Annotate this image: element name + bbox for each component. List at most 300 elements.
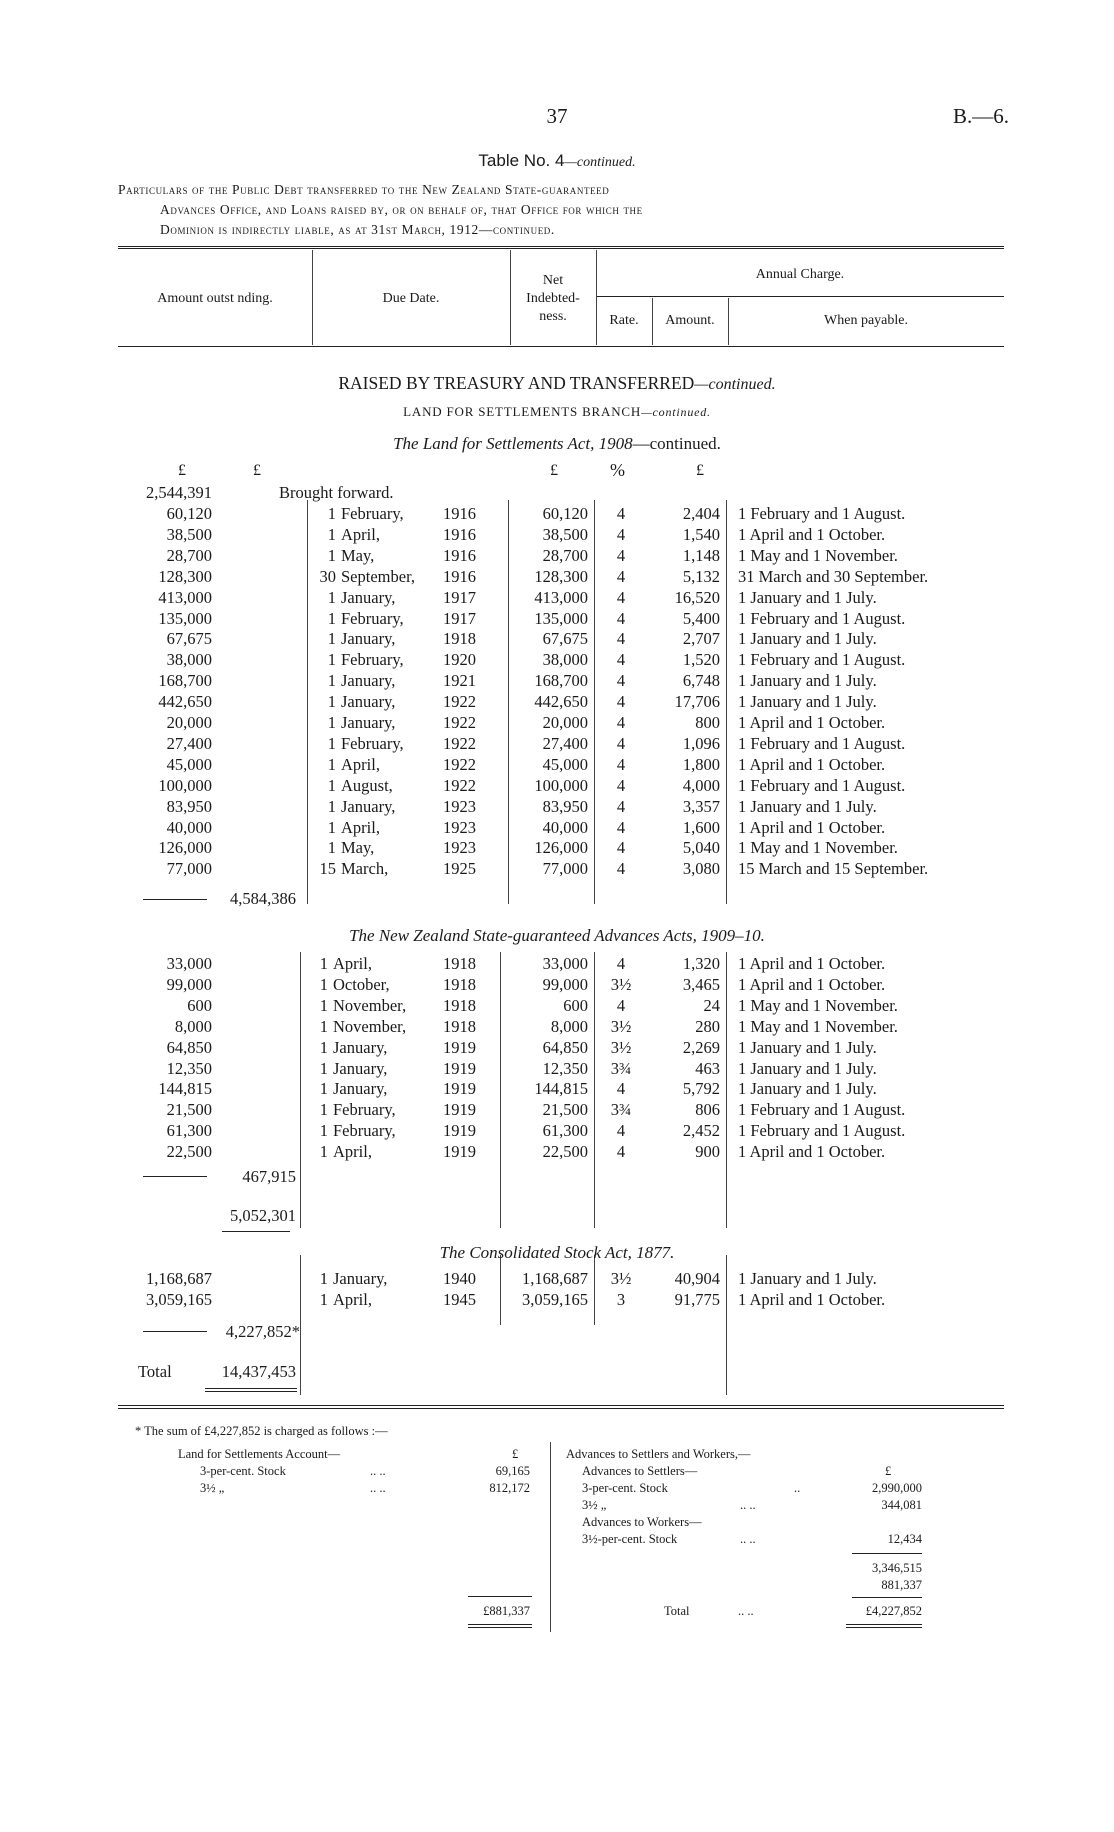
group1-row-0-payable: 1 February and 1 August. bbox=[738, 504, 906, 523]
group1-row-13-amount: 100,000 bbox=[158, 775, 212, 795]
group1-row-15-net: 40,000 bbox=[542, 817, 588, 837]
group1-row-1-rate: 4 bbox=[616, 524, 626, 544]
group2-row-8-net: 61,300 bbox=[542, 1121, 588, 1141]
group1-row-4-month: January, bbox=[341, 587, 396, 607]
group1-row-3-day: 30 bbox=[319, 566, 336, 586]
group1-row-9-year: 1922 bbox=[443, 692, 476, 712]
footnote-right-row3-dots: .. .. bbox=[740, 1532, 756, 1546]
group1-row-3-month: September, bbox=[341, 566, 416, 586]
footnote-left-row1-value: 69,165 bbox=[495, 1464, 530, 1478]
unit-percent: % bbox=[610, 460, 625, 480]
group1-row-6-amount: 67,675 bbox=[166, 629, 212, 649]
group1-row-0-charge: 2,404 bbox=[682, 504, 720, 523]
group1-row-12-charge: 1,800 bbox=[682, 754, 720, 774]
group1-row-16-year: 1923 bbox=[443, 838, 476, 858]
group2-row-5-year: 1919 bbox=[443, 1058, 476, 1078]
group2-row-6-net: 144,815 bbox=[534, 1079, 588, 1099]
footnote-right-row1-value: 2,990,000 bbox=[872, 1481, 922, 1495]
group1-row-3-year: 1916 bbox=[443, 566, 476, 586]
group3-row-0-month: January, bbox=[333, 1269, 388, 1288]
unit-pound-charge: £ bbox=[696, 462, 704, 479]
footnote-right-row3-value: 12,434 bbox=[887, 1532, 922, 1546]
group1-row-14-year: 1923 bbox=[443, 796, 476, 816]
group1-row-11-month: February, bbox=[341, 733, 404, 753]
group1-row-1-day: 1 bbox=[327, 524, 336, 544]
group1-row-3-rate: 4 bbox=[616, 566, 626, 586]
group3-row-0-payable: 1 January and 1 July. bbox=[738, 1269, 877, 1288]
group2-row-4-rate: 3½ bbox=[610, 1037, 632, 1057]
group2-row-7-day: 1 bbox=[319, 1100, 328, 1120]
heading-line-1: Particulars of the Public Debt transferred to the New Zealand State-guaranteed bbox=[118, 182, 610, 197]
group2-row-3-rate: 3½ bbox=[610, 1016, 632, 1036]
group1-row-5-net: 135,000 bbox=[534, 608, 588, 628]
group1-row-15-charge: 1,600 bbox=[682, 817, 720, 837]
group1-row-15-rate: 4 bbox=[616, 817, 626, 837]
footnote-right-row2-dots: .. .. bbox=[740, 1498, 756, 1512]
group2-row-1-day: 1 bbox=[319, 974, 328, 994]
group2-row-3-day: 1 bbox=[319, 1016, 328, 1036]
group2-row-8-amount: 61,300 bbox=[166, 1121, 212, 1141]
heading-line-3: Dominion is indirectly liable, as at 31st March, 1912—continued. bbox=[160, 222, 555, 237]
group1-row-13-net: 100,000 bbox=[534, 775, 588, 795]
group1-row-13-year: 1922 bbox=[443, 775, 476, 795]
group1-row-10-month: January, bbox=[341, 713, 396, 732]
group2-row-6-day: 1 bbox=[319, 1079, 328, 1099]
footnote-left-row2-value: 812,172 bbox=[489, 1481, 530, 1495]
group2-row-9-day: 1 bbox=[319, 1142, 328, 1162]
group1-row-1-month: April, bbox=[341, 524, 380, 544]
group3-row-0-net: 1,168,687 bbox=[522, 1269, 588, 1288]
group1-row-12-amount: 45,000 bbox=[166, 754, 212, 774]
group1-row-13-charge: 4,000 bbox=[682, 775, 720, 795]
group2-row-8-charge: 2,452 bbox=[682, 1121, 720, 1141]
group1-row-17-year: 1925 bbox=[443, 859, 476, 879]
group3-row-0-amount: 1,168,687 bbox=[146, 1269, 212, 1288]
footnote-right-row1-dots: .. bbox=[794, 1481, 801, 1495]
group1-row-4-charge: 16,520 bbox=[674, 587, 720, 607]
group1-row-10-amount: 20,000 bbox=[166, 713, 212, 732]
group1-row-3-amount: 128,300 bbox=[158, 566, 212, 586]
group2-row-8-day: 1 bbox=[319, 1121, 328, 1141]
group2-row-3-net: 8,000 bbox=[550, 1016, 588, 1036]
group2-row-2-charge: 24 bbox=[703, 995, 720, 1015]
group1-row-13-payable: 1 February and 1 August. bbox=[738, 775, 906, 795]
footnote-right-title: Advances to Settlers and Workers,— bbox=[566, 1447, 751, 1461]
column-header-net: Net bbox=[542, 273, 564, 288]
group1-row-15-amount: 40,000 bbox=[166, 817, 212, 837]
group1-row-15-year: 1923 bbox=[443, 817, 476, 837]
group1-row-1-net: 38,500 bbox=[542, 524, 588, 544]
group1-row-14-charge: 3,357 bbox=[682, 796, 720, 816]
group1-row-5-year: 1917 bbox=[443, 608, 476, 628]
group2-row-7-net: 21,500 bbox=[542, 1100, 588, 1120]
page-number: 37 bbox=[546, 104, 568, 128]
group1-row-8-rate: 4 bbox=[616, 671, 626, 691]
group1-row-7-amount: 38,000 bbox=[166, 650, 212, 670]
column-header-when-payable: When payable. bbox=[824, 313, 908, 328]
group1-title: The Land for Settlements Act, 1908—continued. bbox=[393, 434, 721, 453]
group1-row-17-day: 15 bbox=[319, 859, 336, 879]
group1-row-6-month: January, bbox=[341, 629, 396, 649]
group1-row-8-charge: 6,748 bbox=[682, 671, 720, 691]
group2-row-3-amount: 8,000 bbox=[174, 1016, 212, 1036]
running-total: 5,052,301 bbox=[230, 1206, 296, 1225]
group2-row-3-year: 1918 bbox=[443, 1016, 476, 1036]
group2-row-4-charge: 2,269 bbox=[682, 1037, 720, 1057]
group1-row-8-year: 1921 bbox=[443, 671, 476, 691]
group1-row-11-rate: 4 bbox=[616, 733, 626, 753]
group1-row-14-amount: 83,950 bbox=[166, 796, 212, 816]
group2-row-1-amount: 99,000 bbox=[166, 974, 212, 994]
group1-row-7-year: 1920 bbox=[443, 650, 476, 670]
group1-row-9-day: 1 bbox=[327, 692, 336, 712]
group1-row-0-amount: 60,120 bbox=[166, 504, 212, 523]
group1-row-8-amount: 168,700 bbox=[158, 671, 212, 691]
group1-row-14-payable: 1 January and 1 July. bbox=[738, 796, 877, 816]
group2-row-3-charge: 280 bbox=[695, 1016, 720, 1036]
group1-row-13-month: August, bbox=[341, 775, 393, 795]
group2-row-9-amount: 22,500 bbox=[166, 1142, 212, 1162]
group3-row-1-net: 3,059,165 bbox=[522, 1289, 588, 1309]
group1-row-11-amount: 27,400 bbox=[166, 733, 212, 753]
group3-row-0-year: 1940 bbox=[443, 1269, 476, 1288]
group1-row-4-year: 1917 bbox=[443, 587, 476, 607]
group2-row-5-net: 12,350 bbox=[542, 1058, 588, 1078]
group3-row-0-rate: 3½ bbox=[610, 1269, 632, 1288]
group2-row-4-amount: 64,850 bbox=[166, 1037, 212, 1057]
group1-row-7-net: 38,000 bbox=[542, 650, 588, 670]
group1-row-10-rate: 4 bbox=[616, 713, 626, 732]
group1-row-9-month: January, bbox=[341, 692, 396, 712]
group2-row-4-month: January, bbox=[333, 1037, 388, 1057]
group1-row-11-charge: 1,096 bbox=[682, 733, 720, 753]
column-header-annual-charge: Annual Charge. bbox=[755, 267, 845, 282]
group1-row-0-month: February, bbox=[341, 504, 404, 523]
group1-row-14-net: 83,950 bbox=[542, 796, 588, 816]
group1-row-8-month: January, bbox=[341, 671, 396, 691]
group2-row-7-charge: 806 bbox=[695, 1100, 720, 1120]
group1-row-17-rate: 4 bbox=[616, 859, 626, 879]
group2-row-5-charge: 463 bbox=[695, 1058, 720, 1078]
group2-row-6-rate: 4 bbox=[616, 1079, 626, 1099]
column-header-net-3: ness. bbox=[539, 309, 567, 324]
group2-row-9-rate: 4 bbox=[616, 1142, 626, 1162]
group1-row-7-day: 1 bbox=[327, 650, 336, 670]
group1-row-12-day: 1 bbox=[327, 754, 336, 774]
group1-row-0-year: 1916 bbox=[443, 504, 476, 523]
group1-row-3-charge: 5,132 bbox=[682, 566, 720, 586]
group3-row-1-year: 1945 bbox=[443, 1289, 476, 1309]
group1-row-2-amount: 28,700 bbox=[166, 545, 212, 565]
group3-row-1-payable: 1 April and 1 October. bbox=[738, 1289, 886, 1309]
group2-subtotal: 467,915 bbox=[242, 1167, 296, 1186]
group2-row-9-payable: 1 April and 1 October. bbox=[738, 1142, 886, 1162]
unit-pound-amount: £ bbox=[178, 462, 186, 479]
group1-row-9-rate: 4 bbox=[616, 692, 626, 712]
group1-row-6-day: 1 bbox=[327, 629, 336, 649]
group2-row-6-charge: 5,792 bbox=[682, 1079, 720, 1099]
group1-row-17-month: March, bbox=[341, 859, 389, 879]
section-subtitle: LAND FOR SETTLEMENTS BRANCH—continued. bbox=[403, 404, 711, 419]
group1-row-16-month: May, bbox=[341, 838, 375, 858]
group1-row-3-net: 128,300 bbox=[534, 566, 588, 586]
group2-row-0-year: 1918 bbox=[443, 954, 476, 973]
group2-row-1-month: October, bbox=[333, 974, 390, 994]
group1-row-10-net: 20,000 bbox=[542, 713, 588, 732]
group1-row-13-day: 1 bbox=[327, 775, 336, 795]
group2-row-0-charge: 1,320 bbox=[682, 954, 720, 973]
group1-row-2-net: 28,700 bbox=[542, 545, 588, 565]
group2-row-3-payable: 1 May and 1 November. bbox=[738, 1016, 898, 1036]
group2-row-0-payable: 1 April and 1 October. bbox=[738, 954, 886, 973]
group1-row-4-rate: 4 bbox=[616, 587, 626, 607]
group2-row-5-day: 1 bbox=[319, 1058, 328, 1078]
footnote-right-unit: £ bbox=[885, 1464, 892, 1478]
group2-row-1-net: 99,000 bbox=[542, 974, 588, 994]
group2-row-2-rate: 4 bbox=[616, 995, 626, 1015]
group2-row-2-year: 1918 bbox=[443, 995, 476, 1015]
group1-row-17-charge: 3,080 bbox=[682, 859, 720, 879]
group2-row-5-month: January, bbox=[333, 1058, 388, 1078]
group1-row-10-day: 1 bbox=[327, 713, 336, 732]
group1-row-9-amount: 442,650 bbox=[158, 692, 212, 712]
footnote-left-title: Land for Settlements Account— bbox=[178, 1447, 341, 1461]
group2-row-0-rate: 4 bbox=[616, 954, 626, 973]
group1-row-4-amount: 413,000 bbox=[158, 587, 212, 607]
footnote-intro: * The sum of £4,227,852 is charged as follows :— bbox=[135, 1424, 388, 1438]
document-reference: B.—6. bbox=[952, 104, 1009, 128]
group2-row-7-month: February, bbox=[333, 1100, 396, 1120]
group1-row-0-rate: 4 bbox=[616, 504, 626, 523]
group2-row-2-day: 1 bbox=[319, 995, 328, 1015]
group2-row-9-month: April, bbox=[333, 1142, 372, 1162]
group3-row-1-rate: 3 bbox=[616, 1289, 626, 1309]
group3-title: The Consolidated Stock Act, 1877. bbox=[439, 1243, 675, 1262]
group1-row-10-payable: 1 April and 1 October. bbox=[738, 713, 886, 732]
group1-row-6-net: 67,675 bbox=[542, 629, 588, 649]
group1-row-5-amount: 135,000 bbox=[158, 608, 212, 628]
footnote-right-total-value: £4,227,852 bbox=[865, 1604, 922, 1618]
group2-row-5-rate: 3¾ bbox=[610, 1058, 632, 1078]
group2-row-6-amount: 144,815 bbox=[158, 1079, 212, 1099]
group2-row-9-charge: 900 bbox=[695, 1142, 720, 1162]
footnote-left-row1-label: 3-per-cent. Stock bbox=[200, 1464, 286, 1478]
group2-row-9-net: 22,500 bbox=[542, 1142, 588, 1162]
group2-row-7-year: 1919 bbox=[443, 1100, 476, 1120]
grand-total-label: Total bbox=[138, 1362, 172, 1381]
heading-line-2: Advances Office, and Loans raised by, or on behalf of, that Office for which the bbox=[160, 202, 643, 217]
group2-row-3-month: November, bbox=[333, 1016, 407, 1036]
group1-row-9-charge: 17,706 bbox=[674, 692, 720, 712]
group1-row-5-month: February, bbox=[341, 608, 404, 628]
group1-row-12-rate: 4 bbox=[616, 754, 626, 774]
footnote-right-sum1: 3,346,515 bbox=[872, 1561, 922, 1575]
section-title: RAISED BY TREASURY AND TRANSFERRED—continued. bbox=[338, 373, 776, 393]
group2-row-5-amount: 12,350 bbox=[166, 1058, 212, 1078]
group1-row-11-net: 27,400 bbox=[542, 733, 588, 753]
group2-row-1-charge: 3,465 bbox=[682, 974, 720, 994]
group1-row-12-payable: 1 April and 1 October. bbox=[738, 754, 886, 774]
group1-row-9-net: 442,650 bbox=[534, 692, 588, 712]
group2-row-4-payable: 1 January and 1 July. bbox=[738, 1037, 877, 1057]
group3-subtotal: 4,227,852* bbox=[225, 1322, 300, 1341]
group2-row-4-net: 64,850 bbox=[542, 1037, 588, 1057]
group1-row-2-year: 1916 bbox=[443, 545, 476, 565]
footnote-right-total-label: Total bbox=[664, 1604, 690, 1618]
unit-pound-net: £ bbox=[550, 462, 558, 479]
group1-row-12-net: 45,000 bbox=[542, 754, 588, 774]
group2-row-9-year: 1919 bbox=[443, 1142, 476, 1162]
group1-row-10-charge: 800 bbox=[695, 713, 720, 732]
group2-row-1-payable: 1 April and 1 October. bbox=[738, 974, 886, 994]
group1-row-9-payable: 1 January and 1 July. bbox=[738, 692, 877, 712]
group1-row-2-day: 1 bbox=[327, 545, 336, 565]
footnote-left-row2-dots: .. .. bbox=[370, 1481, 386, 1495]
group2-row-0-amount: 33,000 bbox=[166, 954, 212, 973]
group2-row-1-year: 1918 bbox=[443, 974, 476, 994]
column-header-due-date: Due Date. bbox=[382, 291, 440, 306]
footnote-right-total-dots: .. .. bbox=[738, 1604, 754, 1618]
footnote-left-total: £881,337 bbox=[483, 1604, 530, 1618]
footnote-right-sub1: Advances to Settlers— bbox=[582, 1464, 698, 1478]
group1-row-1-charge: 1,540 bbox=[682, 524, 720, 544]
group1-row-2-payable: 1 May and 1 November. bbox=[738, 545, 898, 565]
group2-row-6-payable: 1 January and 1 July. bbox=[738, 1079, 877, 1099]
column-header-amount: Amount outst nding. bbox=[157, 291, 273, 306]
group2-row-2-net: 600 bbox=[563, 995, 588, 1015]
group1-row-6-payable: 1 January and 1 July. bbox=[738, 629, 877, 649]
group1-row-7-rate: 4 bbox=[616, 650, 626, 670]
group1-row-17-amount: 77,000 bbox=[166, 859, 212, 879]
group1-row-11-payable: 1 February and 1 August. bbox=[738, 733, 906, 753]
column-header-rate: Rate. bbox=[609, 313, 639, 328]
group1-row-5-rate: 4 bbox=[616, 608, 626, 628]
group2-row-2-month: November, bbox=[333, 995, 407, 1015]
group1-row-8-payable: 1 January and 1 July. bbox=[738, 671, 877, 691]
group1-row-6-charge: 2,707 bbox=[682, 629, 720, 649]
group1-row-17-payable: 15 March and 15 September. bbox=[738, 859, 929, 879]
group1-row-0-net: 60,120 bbox=[542, 504, 588, 523]
group2-row-0-day: 1 bbox=[319, 954, 328, 973]
group2-row-4-day: 1 bbox=[319, 1037, 328, 1057]
group1-row-5-payable: 1 February and 1 August. bbox=[738, 608, 906, 628]
group1-row-4-payable: 1 January and 1 July. bbox=[738, 587, 877, 607]
group1-row-16-day: 1 bbox=[327, 838, 336, 858]
group1-row-8-day: 1 bbox=[327, 671, 336, 691]
group1-row-1-payable: 1 April and 1 October. bbox=[738, 524, 886, 544]
footnote-right-row2-label: 3½ „ bbox=[582, 1498, 607, 1512]
group2-row-8-payable: 1 February and 1 August. bbox=[738, 1121, 906, 1141]
group1-row-12-year: 1922 bbox=[443, 754, 476, 774]
group1-row-16-amount: 126,000 bbox=[158, 838, 212, 858]
group2-row-7-amount: 21,500 bbox=[166, 1100, 212, 1120]
group1-row-12-month: April, bbox=[341, 754, 380, 774]
group2-row-7-payable: 1 February and 1 August. bbox=[738, 1100, 906, 1120]
group1-row-0-day: 1 bbox=[327, 504, 336, 523]
group1-row-4-net: 413,000 bbox=[534, 587, 588, 607]
footnote-left-row2-label: 3½ „ bbox=[200, 1481, 225, 1495]
group2-row-2-payable: 1 May and 1 November. bbox=[738, 995, 898, 1015]
brought-forward-amount: 2,544,391 bbox=[146, 483, 212, 502]
footnote-right-sub2: Advances to Workers— bbox=[582, 1515, 702, 1529]
group2-row-5-payable: 1 January and 1 July. bbox=[738, 1058, 877, 1078]
group1-row-7-month: February, bbox=[341, 650, 404, 670]
group1-row-5-day: 1 bbox=[327, 608, 336, 628]
group2-row-2-amount: 600 bbox=[187, 995, 212, 1015]
group1-row-11-year: 1922 bbox=[443, 733, 476, 753]
group1-row-3-payable: 31 March and 30 September. bbox=[738, 566, 929, 586]
group1-row-16-charge: 5,040 bbox=[682, 838, 720, 858]
group1-row-14-rate: 4 bbox=[616, 796, 626, 816]
group3-row-0-day: 1 bbox=[319, 1269, 328, 1288]
group2-row-8-year: 1919 bbox=[443, 1121, 476, 1141]
group2-row-6-month: January, bbox=[333, 1079, 388, 1099]
grand-total-value: 14,437,453 bbox=[221, 1362, 296, 1381]
group2-row-7-rate: 3¾ bbox=[610, 1100, 632, 1120]
group1-row-10-year: 1922 bbox=[443, 713, 476, 732]
group1-row-2-month: May, bbox=[341, 545, 375, 565]
group3-row-1-charge: 91,775 bbox=[674, 1289, 720, 1309]
group3-row-1-month: April, bbox=[333, 1289, 372, 1309]
group2-row-4-year: 1919 bbox=[443, 1037, 476, 1057]
group1-row-16-payable: 1 May and 1 November. bbox=[738, 838, 898, 858]
column-header-charge-amount: Amount. bbox=[665, 313, 715, 328]
footnote-right-row1-label: 3-per-cent. Stock bbox=[582, 1481, 668, 1495]
unit-pound-subtotal: £ bbox=[253, 462, 261, 479]
group1-row-1-amount: 38,500 bbox=[166, 524, 212, 544]
group1-row-2-charge: 1,148 bbox=[682, 545, 720, 565]
group1-row-4-day: 1 bbox=[327, 587, 336, 607]
group1-row-5-charge: 5,400 bbox=[682, 608, 720, 628]
group1-row-14-month: January, bbox=[341, 796, 396, 816]
group1-row-13-rate: 4 bbox=[616, 775, 626, 795]
footnote-right-row3-label: 3½-per-cent. Stock bbox=[582, 1532, 678, 1546]
group1-row-16-rate: 4 bbox=[616, 838, 626, 858]
group3-row-1-amount: 3,059,165 bbox=[146, 1289, 212, 1309]
group1-row-7-charge: 1,520 bbox=[682, 650, 720, 670]
group1-row-17-net: 77,000 bbox=[542, 859, 588, 879]
group1-row-11-day: 1 bbox=[327, 733, 336, 753]
group3-row-0-charge: 40,904 bbox=[674, 1269, 720, 1288]
group1-row-14-day: 1 bbox=[327, 796, 336, 816]
column-header-net-2: Indebted- bbox=[526, 291, 580, 306]
group1-row-16-net: 126,000 bbox=[534, 838, 588, 858]
footnote-right-sum2: 881,337 bbox=[881, 1578, 922, 1592]
footnote-right-row2-value: 344,081 bbox=[881, 1498, 922, 1512]
group1-row-15-day: 1 bbox=[327, 817, 336, 837]
table-title: Table No. 4—continued. bbox=[478, 151, 636, 170]
group3-row-1-day: 1 bbox=[319, 1289, 328, 1309]
group1-row-7-payable: 1 February and 1 August. bbox=[738, 650, 906, 670]
group1-row-2-rate: 4 bbox=[616, 545, 626, 565]
group2-row-6-year: 1919 bbox=[443, 1079, 476, 1099]
group2-title: The New Zealand State-guaranteed Advances Acts, 1909–10. bbox=[349, 926, 765, 945]
footnote-left-row1-dots: .. .. bbox=[370, 1464, 386, 1478]
group1-row-6-rate: 4 bbox=[616, 629, 626, 649]
group2-row-0-net: 33,000 bbox=[542, 954, 588, 973]
group1-row-6-year: 1918 bbox=[443, 629, 476, 649]
group2-row-8-month: February, bbox=[333, 1121, 396, 1141]
group2-row-8-rate: 4 bbox=[616, 1121, 626, 1141]
group1-row-1-year: 1916 bbox=[443, 524, 476, 544]
brought-forward-label: Brought forward. bbox=[279, 483, 394, 502]
group2-row-0-month: April, bbox=[333, 954, 372, 973]
group1-row-15-month: April, bbox=[341, 817, 380, 837]
footnote-left-unit: £ bbox=[512, 1447, 519, 1461]
group2-row-1-rate: 3½ bbox=[610, 974, 632, 994]
group1-row-8-net: 168,700 bbox=[534, 671, 588, 691]
group1-row-15-payable: 1 April and 1 October. bbox=[738, 817, 886, 837]
